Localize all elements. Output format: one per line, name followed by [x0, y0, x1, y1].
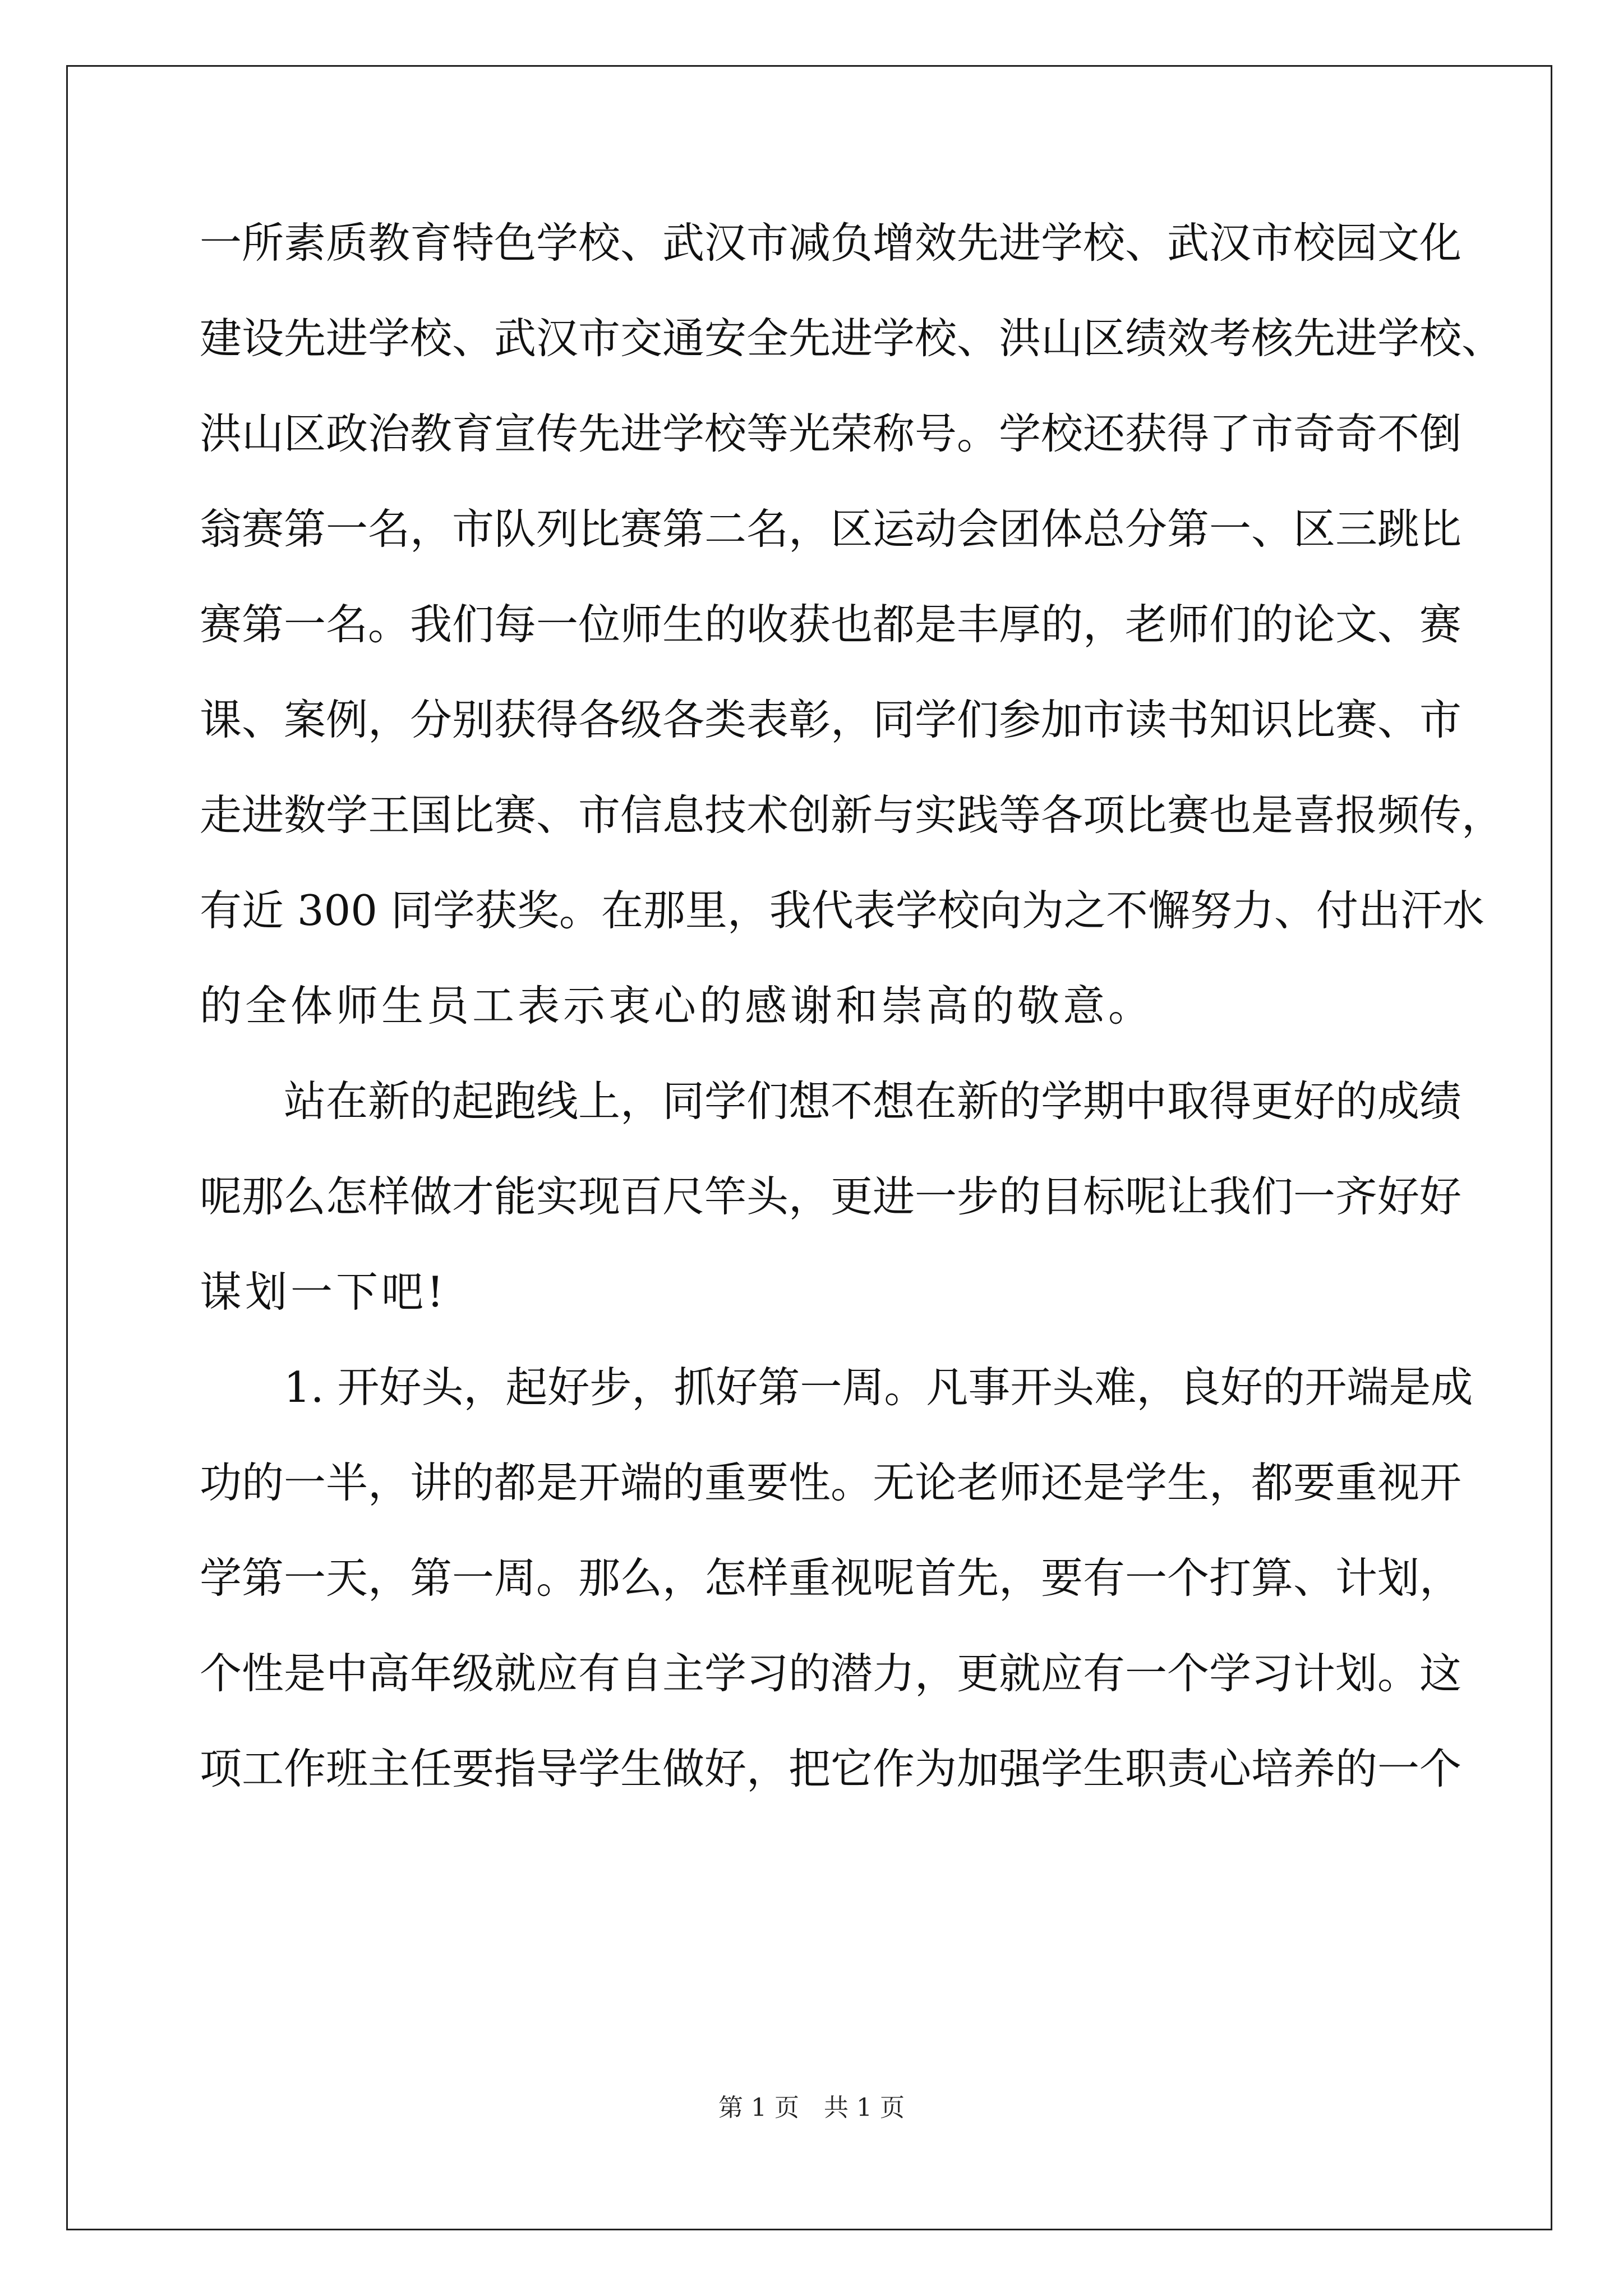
page-number-footer: 第 1 页 共 1 页	[718, 2093, 905, 2122]
text-line: 有近 300 同学获奖。在那里，我代表学校向为之不懈努力、付出汗水	[200, 886, 1484, 935]
text-line: 课、案例，分别获得各级各类表彰，同学们参加市读书知识比赛、市	[200, 695, 1462, 744]
text-line: 谋划一下吧!	[200, 1267, 448, 1317]
text-line: 一所素质教育特色学校、武汉市减负增效先进学校、武汉市校园文化	[200, 218, 1462, 268]
text-line: 学第一天，第一周。那么，怎样重视呢首先，要有一个打算、计划，	[200, 1553, 1462, 1603]
page-border	[66, 65, 1552, 2230]
text-line: 呢那么怎样做才能实现百尺竿头，更进一步的目标呢让我们一齐好好	[200, 1172, 1462, 1221]
text-line: 赛第一名。我们每一位师生的收获也都是丰厚的，老师们的论文、赛	[200, 600, 1462, 649]
paragraph-first-line: 站在新的起跑线上，同学们想不想在新的学期中取得更好的成绩	[284, 1076, 1462, 1126]
text-line: 走进数学王国比赛、市信息技术创新与实践等各项比赛也是喜报频传，	[200, 790, 1504, 840]
text-line: 洪山区政治教育宣传先进学校等光荣称号。学校还获得了市奇奇不倒	[200, 409, 1462, 458]
text-line: 项工作班主任要指导学生做好，把它作为加强学生职责心培养的一个	[200, 1744, 1462, 1793]
text-line: 翁赛第一名，市队列比赛第二名，区运动会团体总分第一、区三跳比	[200, 504, 1462, 554]
text-line: 个性是中高年级就应有自主学习的潜力，更就应有一个学习计划。这	[200, 1649, 1462, 1698]
text-line: 功的一半，讲的都是开端的重要性。无论老师还是学生，都要重视开	[200, 1458, 1462, 1507]
paragraph-first-line: 1. 开好头，起好步，抓好第一周。凡事开头难，良好的开端是成	[284, 1363, 1473, 1412]
text-line: 的全体师生员工表示衷心的感谢和崇高的敬意。	[200, 981, 1154, 1030]
text-line: 建设先进学校、武汉市交通安全先进学校、洪山区绩效考核先进学校、	[200, 314, 1504, 363]
